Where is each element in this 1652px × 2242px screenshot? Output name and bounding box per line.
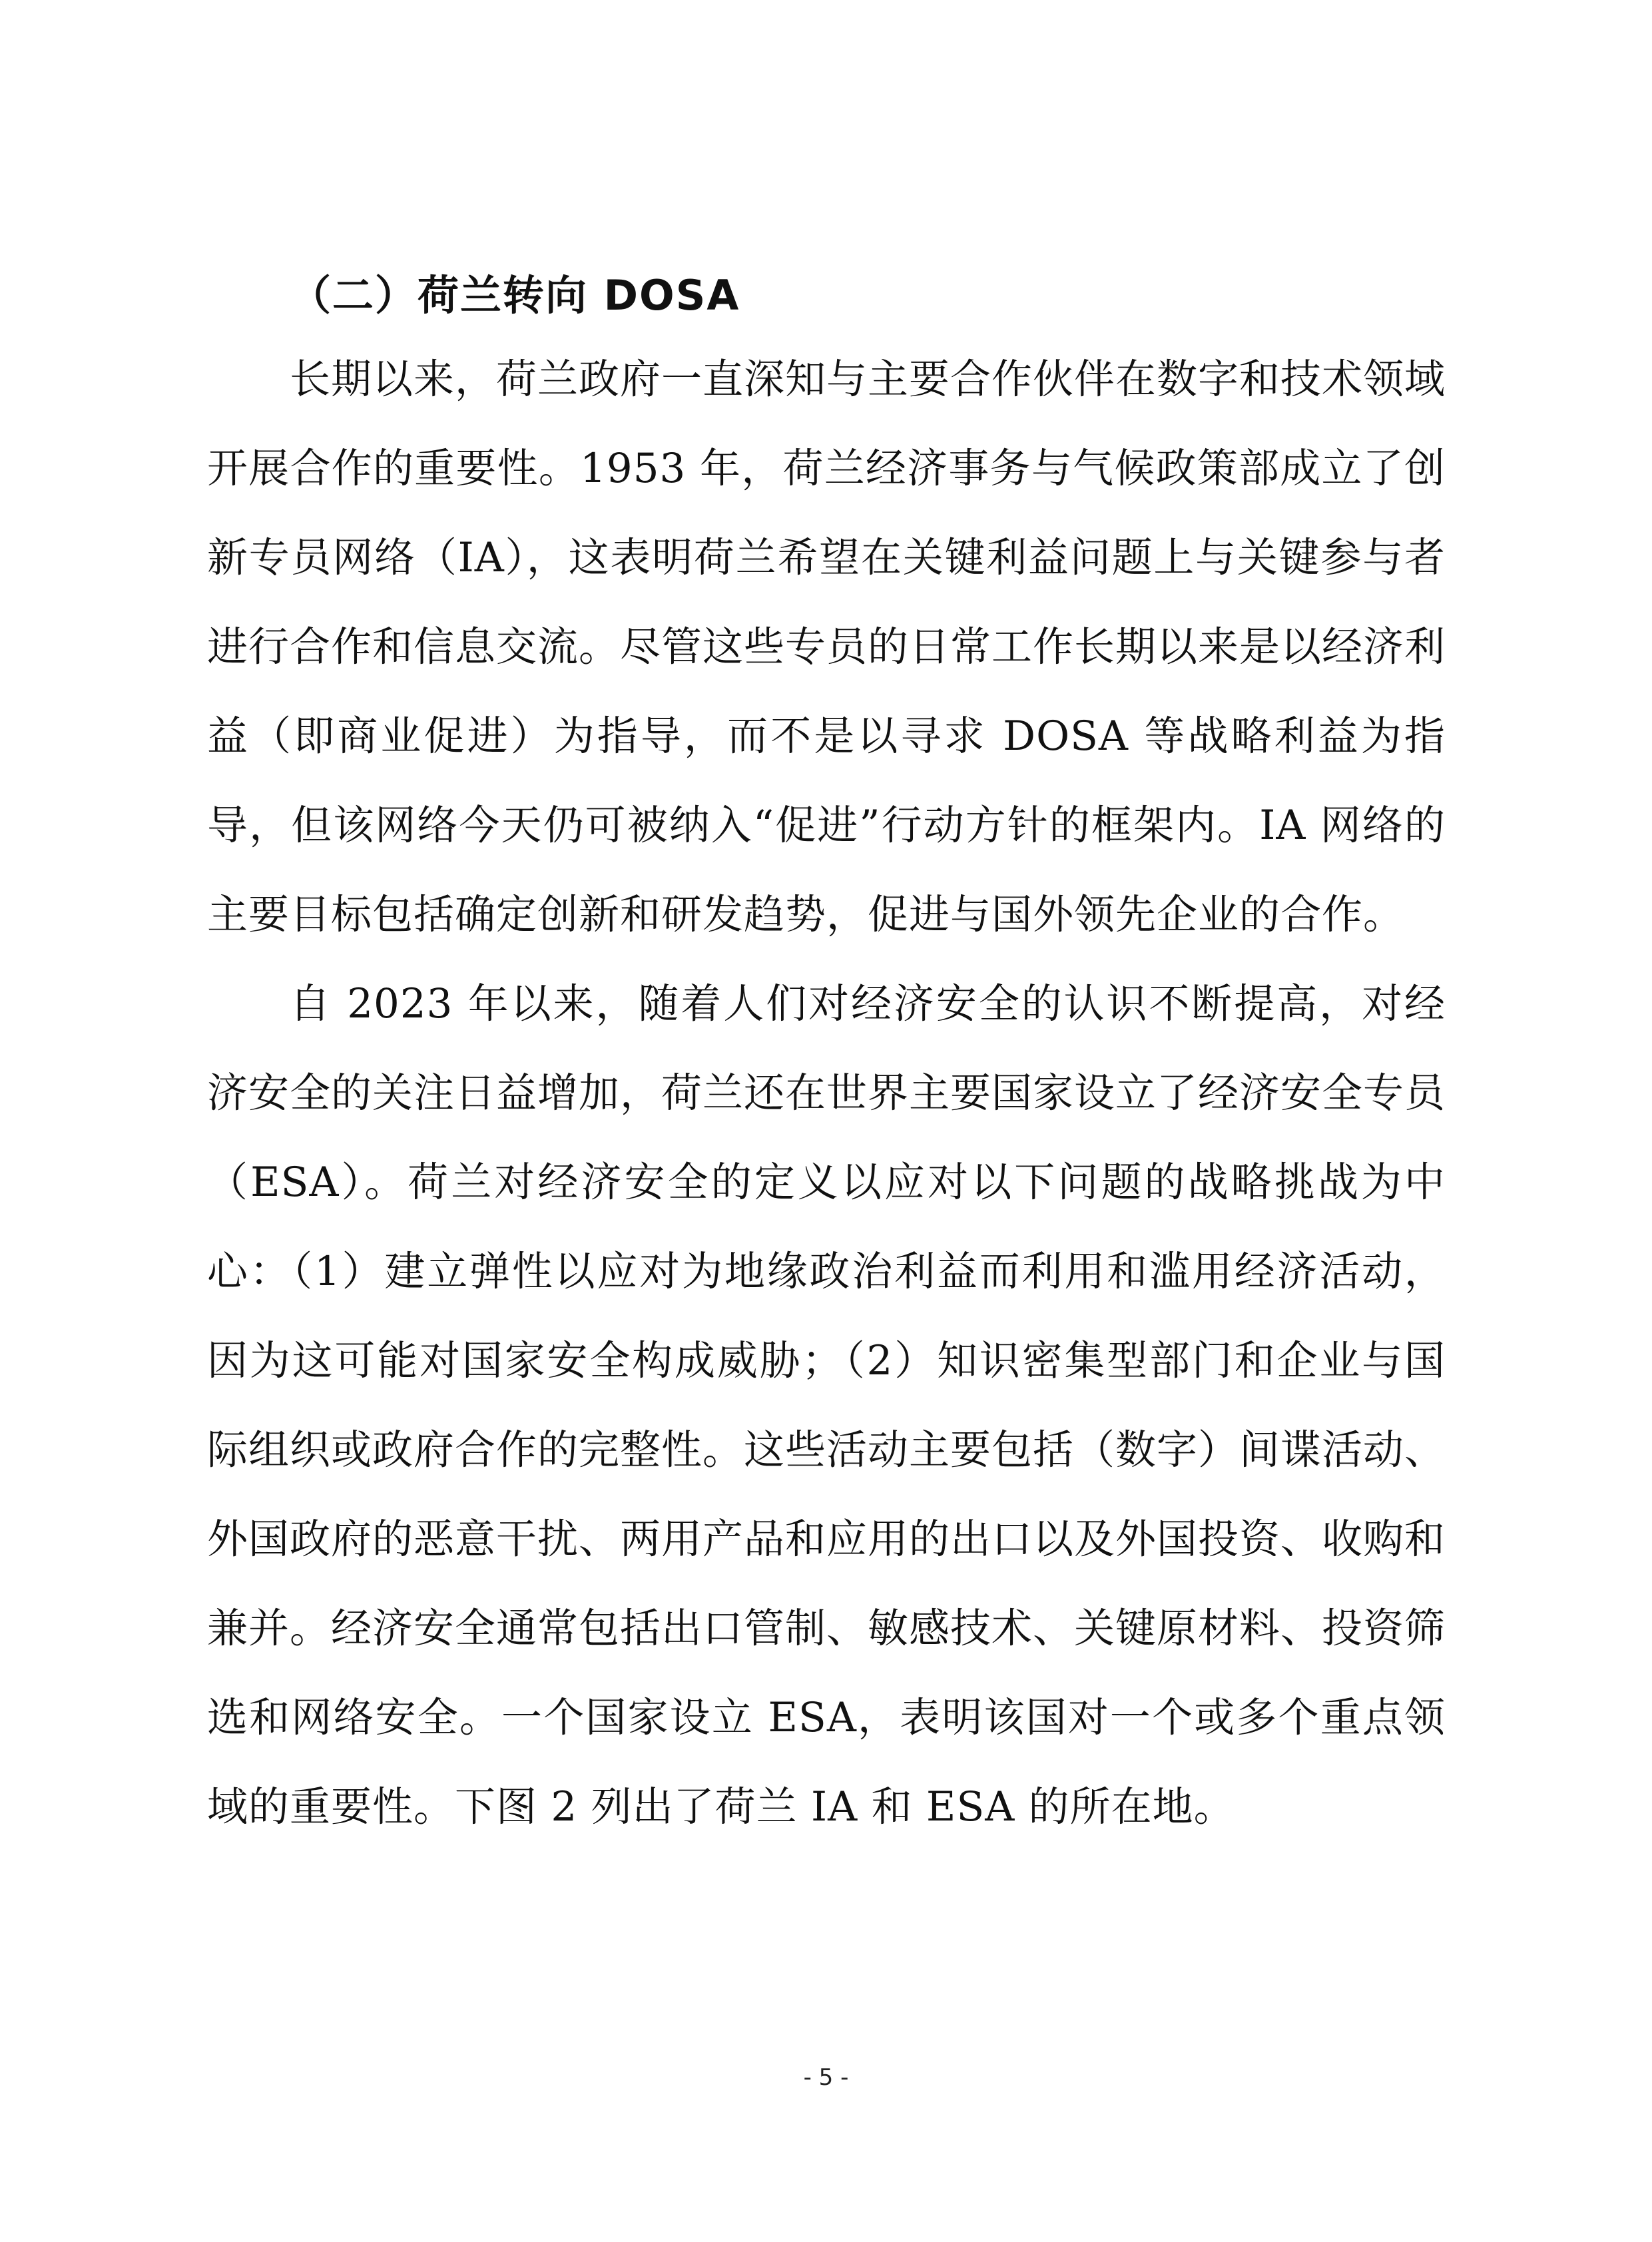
page-number: - 5 - [803, 2064, 849, 2091]
paragraph-economic-security-attache: 自 2023 年以来，随着人们对经济安全的认识不断提高，对经济安全的关注日益增加，荷兰还在世界主要国家设立了经济安全专员（ESA）。荷兰对经济安全的定义以应对以下问题的战略挑战为中心：（1）建立弹性以应对为地缘政治利益而利用和滥用经济活动，因为这可能对国家安全构成威胁；（2）知识密集型部门和企业与国际组织或政府合作的完整性。这些活动主要包括（数字）间谍活动、外国政府的恶意干扰、两用产品和应用的出口以及外国投资、收购和兼并。经济安全通常包括出口管制、敏感技术、关键原材料、投资筛选和网络安全。一个国家设立 ESA，表明该国对一个或多个重点领域的重要性。下图 2 列出了荷兰 IA 和 ESA 的所在地。 [207, 980, 1446, 1830]
page-content [207, 256, 1446, 1852]
section-heading: （二）荷兰转向 DOSA [290, 271, 740, 320]
paragraph-innovation-attache-network: 长期以来，荷兰政府一直深知与主要合作伙伴在数字和技术领域开展合作的重要性。1953 年，荷兰经济事务与气候政策部成立了创新专员网络（IA），这表明荷兰希望在关键利益问题上与关键参与者进行合作和信息交流。尽管这些专员的日常工作长期以来是以经济利益（即商业促进）为指导，而不是以寻求 DOSA 等战略利益为指导，但该网络今天仍可被纳入“促进”行动方针的框架内。IA 网络的主要目标包括确定创新和研发趋势，促进与国外领先企业的合作。 [207, 356, 1446, 938]
